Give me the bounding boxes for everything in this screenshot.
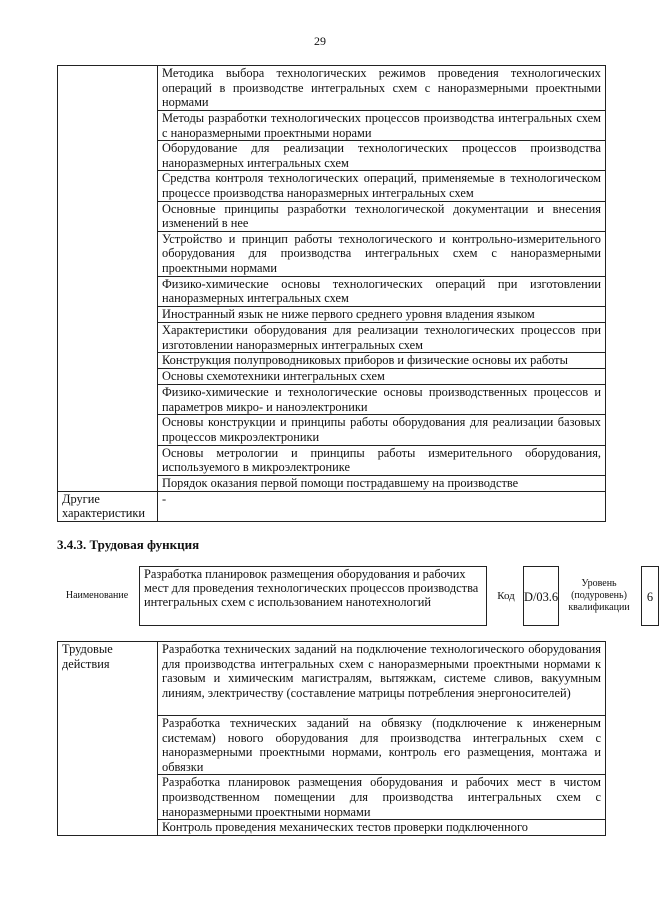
table-cell: Методика выбора технологических режимов проведения технологических операций в производстве интегральных схем с наноразмерными проектными нормами (158, 66, 606, 111)
table-cell: Физико-химические основы технологических операций при изготовлении наноразмерных интегральных схем (158, 276, 606, 306)
table-row (58, 491, 606, 521)
function-header (57, 566, 654, 626)
name-value: Разработка планировок размещения оборудования и рабочих мест для проведения технологических процессов производства интегральных схем с использованием нанотехнологий (139, 566, 487, 626)
empty-label-cell (58, 66, 158, 492)
page-number: 29 (314, 34, 326, 48)
knowledge-table (57, 65, 606, 522)
table-cell: Основы схемотехники интегральных схем (158, 369, 606, 385)
table-cell: Устройство и принцип работы технологического и контрольно-измерительного оборудования для производства интегральных схем с наноразмерными проектными нормами (158, 231, 606, 276)
table-cell: Конструкция полупроводниковых приборов и физические основы их работы (158, 353, 606, 369)
actions-table (57, 641, 606, 836)
table-cell: Методы разработки технологических процессов производства интегральных схем с наноразмерными проектными норами (158, 111, 606, 141)
table-cell: Средства контроля технологических операций, применяемые в технологическом процессе производства наноразмерных интегральных схем (158, 171, 606, 201)
table-cell: Основы конструкции и принципы работы оборудования для реализации базовых процессов микроэлектроники (158, 415, 606, 445)
table-cell: Контроль проведения механических тестов проверки подключенного (158, 820, 606, 836)
table-row (58, 66, 606, 111)
level-label: Уровень (подуровень) квалификации (568, 578, 630, 613)
other-characteristics-value: - (158, 491, 606, 521)
name-label: Наименование (65, 590, 129, 601)
section-heading: 3.4.3. Трудовая функция (57, 537, 200, 552)
table-cell: Порядок оказания первой помощи пострадавшему на производстве (158, 475, 606, 491)
code-value: D/03.6 (523, 566, 559, 626)
actions-label: Трудовые действия (58, 642, 158, 836)
level-value: 6 (641, 566, 659, 626)
table-cell: Оборудование для реализации технологических процессов производства наноразмерных интегральных схем (158, 141, 606, 171)
table-cell: Основы метрологии и принципы работы измерительного оборудования, используемого в микроэлектронике (158, 445, 606, 475)
table-cell: Основные принципы разработки технологической документации и внесения изменений в нее (158, 201, 606, 231)
table-cell: Разработка планировок размещения оборудования и рабочих мест в чистом производственном помещении для производства интегральных схем с наноразмерными проектными нормами (158, 775, 606, 820)
table-cell: Разработка технических заданий на обвязку (подключение к инженерным системам) нового оборудования для производства интегральных схем с наноразмерными проектными нормами, контроль его размещения, монтажа и обвязки (158, 716, 606, 775)
table-cell: Физико-химические и технологические основы производственных процессов и параметров микро- и наноэлектроники (158, 385, 606, 415)
table-cell: Характеристики оборудования для реализации технологических процессов при изготовлении наноразмерных интегральных схем (158, 322, 606, 352)
other-characteristics-label: Другие характеристики (58, 491, 158, 521)
table-cell: Разработка технических заданий на подключение технологического оборудования для производства интегральных схем с наноразмерными проектными нормами к газовым и химическим магистралям, вытяжкам, системе сливов, вакуумным линиям, электричеству (составление матрицы потребления энергоносителей) (158, 642, 606, 716)
table-row (58, 642, 606, 716)
code-label: Код (497, 590, 515, 602)
table-cell: Иностранный язык не ниже первого среднего уровня владения языком (158, 306, 606, 322)
